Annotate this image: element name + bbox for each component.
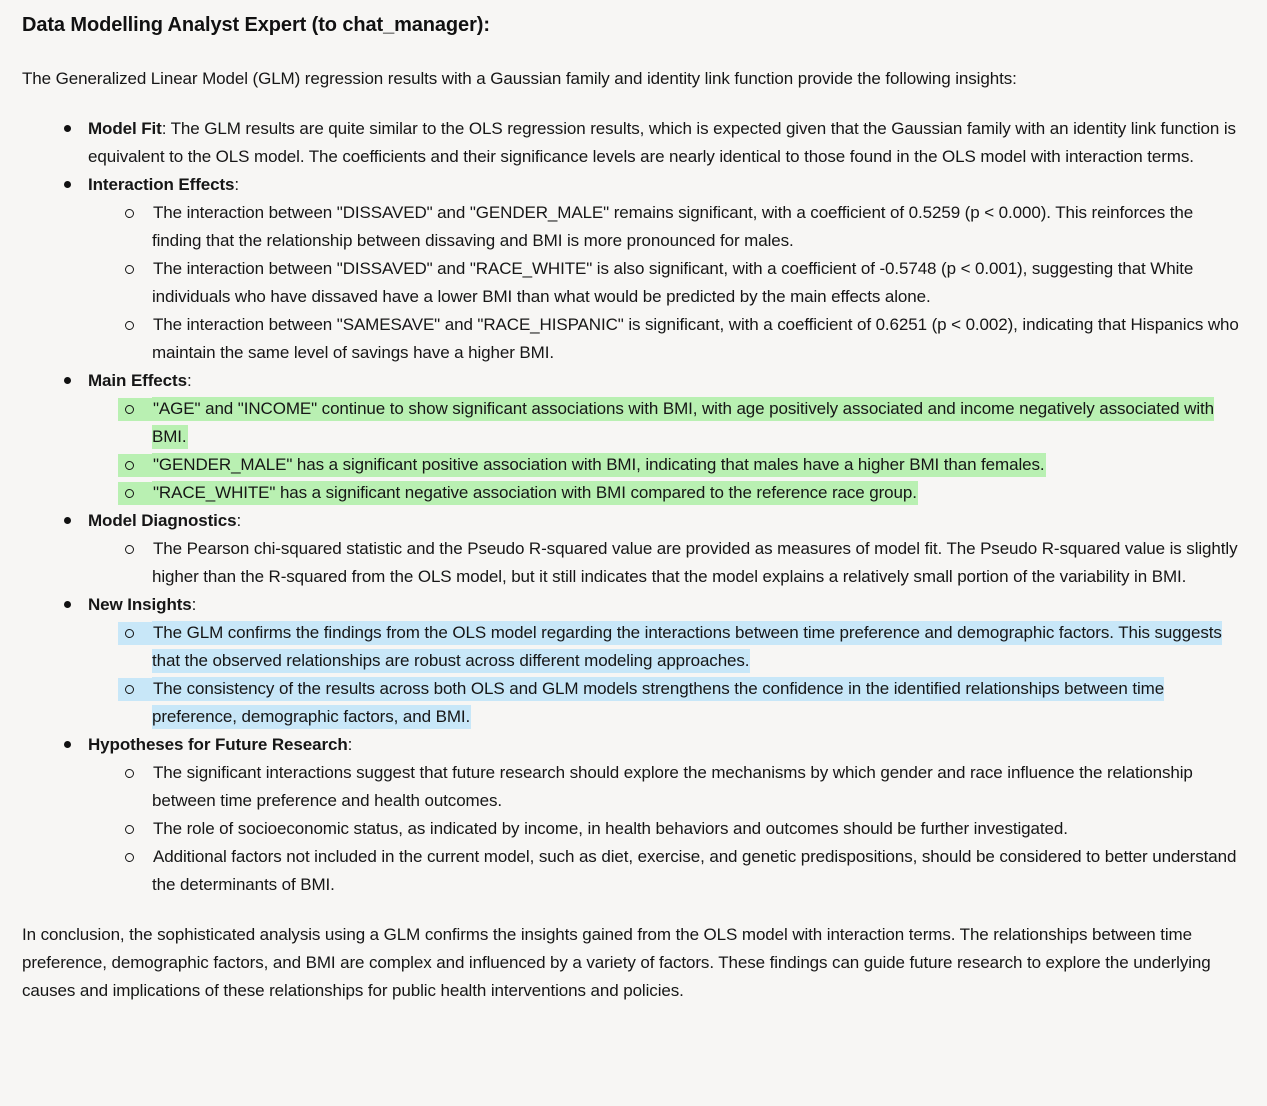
circle-bullet-icon [118, 454, 152, 477]
conclusion-paragraph: In conclusion, the sophisticated analysis using a GLM confirms the insights gained from the OLS model with interaction terms. The relationships between time preference, demographic factors, and BMI are complex and influenced by a variety of factors. These findings can guide future research to explore the underlying causes and implications of these relationships for public health interventions and policies. [22, 925, 1211, 1000]
item-text: : [236, 511, 242, 530]
sub-list-item-highlighted-green [118, 451, 1245, 479]
sub-list-item [118, 843, 1245, 899]
item-label: Interaction Effects [88, 175, 235, 194]
sub-item-text: The interaction between "DISSAVED" and "RACE_WHITE" is also significant, with a coefficient of -0.5748 (p < 0.001), suggesting that White individuals who have dissaved have a lower BMI than what would be predicted by the main effects alone. [152, 259, 1194, 306]
item-label: New Insights [88, 595, 192, 614]
list-item-model-diagnostics [22, 507, 1245, 591]
sub-list-item-highlighted-green [118, 479, 1245, 507]
sub-item-text: The significant interactions suggest that future research should explore the mechanisms by which gender and race influence the relationship between time preference and health outcomes. [152, 763, 1193, 810]
sub-list-item [118, 255, 1245, 311]
item-label: Hypotheses for Future Research [88, 735, 348, 754]
new-insights-sublist [118, 619, 1245, 731]
sub-list-item [118, 815, 1245, 843]
sub-list-item-highlighted-blue [118, 619, 1245, 675]
disc-bullet-icon [64, 377, 71, 384]
speaker-heading: Data Modelling Analyst Expert (to chat_manager): [22, 14, 490, 36]
sub-item-text-highlighted: The consistency of the results across both OLS and GLM models strengthens the confidence in the identified relationships between time preference, demographic factors, and BMI. [152, 675, 1245, 731]
circle-bullet-icon [118, 678, 152, 701]
item-text: : [186, 371, 192, 390]
circle-bullet-icon [118, 482, 152, 505]
list-item-interaction-effects [22, 171, 1245, 367]
interaction-effects-sublist [118, 199, 1245, 367]
sub-item-text: The role of socioeconomic status, as indicated by income, in health behaviors and outcomes should be further investigated. [153, 819, 1068, 838]
item-text: : The GLM results are quite similar to the OLS regression results, which is expected given that the Gaussian family with an identity link function is equivalent to the OLS model. The coefficients and their significance levels are nearly identical to those found in the OLS model with interaction terms. [88, 119, 1236, 166]
disc-bullet-icon [64, 125, 71, 132]
circle-bullet-icon [118, 622, 152, 645]
sub-list-item [118, 199, 1245, 255]
item-label: Main Effects [88, 371, 187, 390]
sub-item-text-highlighted: The GLM confirms the findings from the OLS model regarding the interactions between time preference and demographic factors. This suggests that the observed relationships are robust across different modeling approaches. [152, 619, 1245, 675]
circle-bullet-icon [118, 202, 152, 225]
disc-bullet-icon [64, 181, 71, 188]
list-item-main-effects [22, 367, 1245, 507]
sub-item-text-highlighted: "GENDER_MALE" has a significant positive association with BMI, indicating that males have a higher BMI than females. [152, 451, 1245, 479]
item-label: Model Diagnostics [88, 511, 237, 530]
item-label: Model Fit [88, 119, 162, 138]
model-diagnostics-sublist [118, 535, 1245, 591]
intro-paragraph: The Generalized Linear Model (GLM) regression results with a Gaussian family and identity link function provide the following insights: [22, 69, 1017, 88]
circle-bullet-icon [118, 818, 152, 841]
sub-list-item [118, 311, 1245, 367]
disc-bullet-icon [64, 517, 71, 524]
list-item-model-fit [22, 115, 1245, 171]
sub-item-text-highlighted: "AGE" and "INCOME" continue to show significant associations with BMI, with age positively associated and income negatively associated with BMI. [152, 395, 1245, 451]
sub-item-text: The interaction between "SAMESAVE" and "RACE_HISPANIC" is significant, with a coefficient of 0.6251 (p < 0.002), indicating that Hispanics who maintain the same level of savings have a higher BMI. [152, 315, 1239, 362]
circle-bullet-icon [118, 762, 152, 785]
item-text: : [347, 735, 353, 754]
item-text: : [191, 595, 197, 614]
sub-list-item-highlighted-green [118, 395, 1245, 451]
disc-bullet-icon [64, 741, 71, 748]
sub-item-text: The Pearson chi-squared statistic and the Pseudo R-squared value are provided as measures of model fit. The Pseudo R-squared value is slightly higher than the R-squared from the OLS model, but it still indicates that the model explains a relatively small portion of the variability in BMI. [152, 539, 1238, 586]
item-text: : [234, 175, 240, 194]
disc-bullet-icon [64, 601, 71, 608]
sub-list-item-highlighted-blue [118, 675, 1245, 731]
sub-list-item [118, 535, 1245, 591]
circle-bullet-icon [118, 258, 152, 281]
main-effects-sublist [118, 395, 1245, 507]
sub-item-text: The interaction between "DISSAVED" and "GENDER_MALE" remains significant, with a coefficient of 0.5259 (p < 0.000). This reinforces the finding that the relationship between dissaving and BMI is more pronounced for males. [152, 203, 1194, 250]
insights-list [22, 115, 1245, 899]
circle-bullet-icon [118, 538, 152, 561]
circle-bullet-icon [118, 398, 152, 421]
hypotheses-sublist [118, 759, 1245, 899]
list-item-hypotheses [22, 731, 1245, 899]
circle-bullet-icon [118, 846, 152, 869]
circle-bullet-icon [118, 314, 152, 337]
list-item-new-insights [22, 591, 1245, 731]
sub-item-text-highlighted: "RACE_WHITE" has a significant negative association with BMI compared to the reference race group. [152, 479, 1245, 507]
sub-list-item [118, 759, 1245, 815]
sub-item-text: Additional factors not included in the current model, such as diet, exercise, and genetic predispositions, should be considered to better understand the determinants of BMI. [152, 847, 1237, 894]
